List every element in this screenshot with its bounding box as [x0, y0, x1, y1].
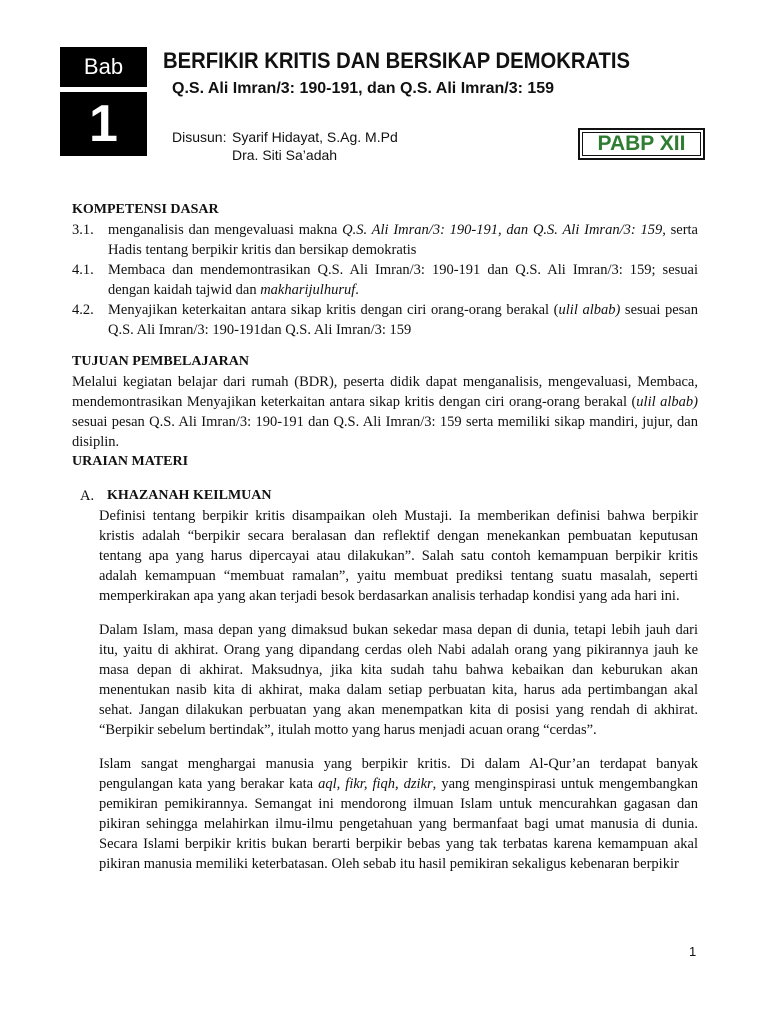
author-label: Disusun:	[172, 129, 227, 145]
kompetensi-item	[72, 300, 698, 340]
item-text: Menyajikan keterkaitan antara sikap kritis dengan ciri orang-orang berakal (ulil albab) sesuai pesan Q.S. Ali Imran/3: 190-191dan Q.S. Ali Imran/3: 159	[108, 302, 698, 338]
bab-label: Bab	[60, 47, 147, 87]
item-text: menganalisis dan mengevaluasi makna Q.S. Ali Imran/3: 190-191, dan Q.S. Ali Imran/3: 159, serta Hadis tentang berpikir kritis dan bersikap demokratis	[108, 222, 698, 258]
paragraph: Definisi tentang berpikir kritis disampaikan oleh Mustaji. Ia memberikan definisi bahwa berpikir kristis adalah “berpikir secara beralasan dan reflektif dengan menekankan pembuatan keputusan tentang apa yang harus dipercayai atau dilakukan”. Salah satu contoh kemampuan berpikir kritis adalah kemampuan “membuat ramalan”, yaitu membuat prediksi tentang suatu masalah, seperti memperkirakan apa yang akan terjadi besok berdasarkan analisis terhadap kondisi yang ada hari ini.	[99, 508, 698, 604]
item-text: Membaca dan mendemontrasikan Q.S. Ali Imran/3: 190-191 dan Q.S. Ali Imran/3: 159; sesuai dengan kaidah tajwid dan makharijulhuruf.	[108, 262, 698, 298]
uraian-heading: URAIAN MATERI	[72, 454, 189, 469]
item-number: 4.2.	[72, 302, 94, 318]
document-body	[72, 200, 698, 874]
tujuan-paragraph: Melalui kegiatan belajar dari rumah (BDR), peserta didik dapat menganalisis, mengevaluasi, Membaca, mendemontrasikan Menyajikan keterkaitan antara sikap kritis dengan ciri orang-orang berakal (ulil albab) sesuai pesan Q.S. Ali Imran/3: 190-191 dan Q.S. Ali Imran/3: 159 serta memiliki sikap mandiri, jujur, dan disiplin.	[72, 374, 698, 450]
tujuan-heading: TUJUAN PEMBELAJARAN	[72, 354, 249, 369]
page-title: BERFIKIR KRITIS DAN BERSIKAP DEMOKRATIS	[163, 48, 631, 73]
kompetensi-heading: KOMPETENSI DASAR	[72, 202, 219, 217]
paragraph: Dalam Islam, masa depan yang dimaksud bukan sekedar masa depan di dunia, tetapi lebih jauh dari itu, yaitu di akhirat. Orang yang dipandang cerdas oleh Nabi adalah orang yang pikirannya jauh ke masa depan di akhirat. Maksudnya, jika kita sudah tahu bahwa kebaikan dan keburukan akan menentukan nasib kita di akhirat, maka dalam setiap perbuatan kita, harus ada pertimbangan akal sehat. Jangan dilakukan perbuatan yang akan menempatkan kita di posisi yang rendah di akhirat. “Berpikir sebelum bertindak”, itulah motto yang harus menjadi acuan orang “cerdas”.	[99, 622, 698, 738]
author-name-2: Dra. Siti Sa’adah	[232, 147, 338, 163]
item-number: 3.1.	[72, 222, 94, 238]
bab-number: 1	[60, 92, 147, 156]
paragraph: Islam sangat menghargai manusia yang berpikir kritis. Di dalam Al-Qur’an terdapat banyak pengulangan kata yang berakar kata aql, fikr, fiqh, dzikr, yang menginspirasi untuk mengembangkan pemikiran pemikirannya. Semangat ini mendorong ilmuan Islam untuk mencurahkan gagasan dan pikiran sehingga melahirkan ilmu-ilmu pengetahuan yang bermanfaat bagi umat manusia di dunia. Secara Islami berpikir kritis bukan berarti berpikir bebas yang tak terbatas karena kemampuan akal pikiran manusia memiliki keterbatasan. Oleh sebab itu hasil pemikiran sekaligus kebenaran berpikir	[99, 756, 698, 872]
kompetensi-item	[72, 220, 698, 260]
item-number: 4.1.	[72, 262, 94, 278]
section-letter: A.	[80, 488, 95, 504]
section-heading	[72, 486, 698, 506]
page-number: 1	[689, 944, 697, 959]
class-badge: PABP XII	[578, 128, 705, 160]
author-name-1: Syarif Hidayat, S.Ag. M.Pd	[232, 129, 398, 145]
page-subtitle: Q.S. Ali Imran/3: 190-191, dan Q.S. Ali Imran/3: 159	[172, 80, 555, 97]
kompetensi-item	[72, 260, 698, 300]
section-title: KHAZANAH KEILMUAN	[107, 488, 272, 503]
